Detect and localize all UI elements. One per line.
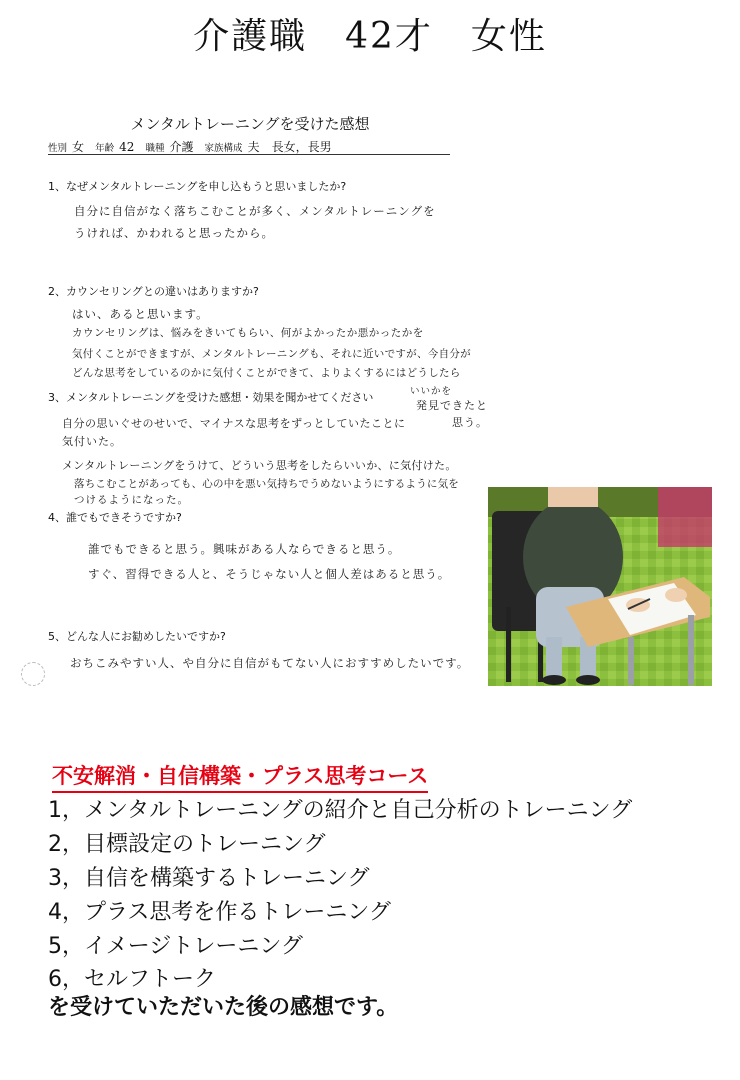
answer-2-line-3: 気付くことができますが、メンタルトレーニングも、それに近いですが、今自分が: [72, 348, 471, 360]
answer-1-line-1: 自分に自信がなく落ちこむことが多く、メンタルトレーニングを: [74, 204, 436, 218]
course-item-5: 5，イメージトレーニング: [48, 934, 303, 959]
question-4-label: 4、誰でもできそうですか?: [48, 511, 182, 524]
question-3-label: 3、メンタルトレーニングを受けた感想・効果を聞かせてください: [48, 391, 374, 404]
answer-4-line-2: すぐ、習得できる人と、そうじゃない人と個人差はあると思う。: [88, 567, 451, 581]
job-value: 介護: [169, 140, 194, 154]
answer-3-aside-2: 発見できたと: [416, 399, 488, 412]
question-1-label: 1、なぜメンタルトレーニングを申し込もうと思いましたか?: [48, 180, 347, 193]
respondent-info-row: [48, 138, 450, 155]
answer-3-aside-3: 思う。: [452, 416, 488, 429]
answer-5-line-1: おちこみやすい人、や自分に自信がもてない人におすすめしたいです。: [70, 656, 470, 670]
question-2-label: 2、カウンセリングとの違いはありますか?: [48, 285, 259, 298]
sex-label: 性別: [48, 143, 68, 154]
respondent-photo: [488, 487, 712, 686]
course-item-1: 1，メンタルトレーニングの紹介と自己分析のトレーニング: [48, 798, 633, 823]
course-item-2: 2，目標設定のトレーニング: [48, 832, 326, 857]
course-item-4: 4，プラス思考を作るトレーニング: [48, 900, 391, 925]
survey-title: メンタルトレーニングを受けた感想: [130, 115, 370, 133]
faint-circle-mark: [21, 662, 45, 686]
age-label: 年齢: [95, 143, 115, 154]
answer-3-aside-1: いいかを: [410, 386, 453, 397]
page-title: 介護職 42才 女性: [193, 16, 547, 57]
answer-2-line-1: はい、あると思います。: [72, 307, 209, 321]
answer-1-line-2: うければ、かわれると思ったから。: [74, 226, 274, 240]
answer-2-line-2: カウンセリングは、悩みをきいてもらい、何がよかったか悪かったかを: [72, 327, 424, 339]
answer-3-line-5: つけるようになった。: [74, 494, 189, 506]
answer-3-line-2: 気付いた。: [62, 435, 122, 448]
family-label: 家族構成: [204, 143, 243, 154]
course-item-6: 6，セルフトーク: [48, 967, 216, 992]
job-label: 職種: [145, 143, 165, 154]
answer-3-line-1: 自分の思いぐせのせいで、マイナスな思考をずっとしていたことに: [62, 417, 406, 430]
course-title: 不安解消・自信構築・プラス思考コース: [52, 760, 428, 793]
question-5-label: 5、どんな人にお勧めしたいですか?: [48, 630, 226, 643]
course-item-3: 3，自信を構築するトレーニング: [48, 866, 370, 891]
answer-2-line-4: どんな思考をしているのかに気付くことができて、よりよくするにはどうしたら: [72, 367, 461, 379]
answer-4-line-1: 誰でもできると思う。興味がある人ならできると思う。: [88, 542, 401, 556]
age-value: 42: [119, 140, 135, 154]
closing-text: を受けていただいた後の感想です。: [48, 995, 399, 1020]
family-value: 夫 長女，長男: [247, 140, 332, 154]
sex-value: 女: [72, 140, 85, 154]
answer-3-line-3: メンタルトレーニングをうけて、どういう思考をしたらいいか、に気付けた。: [62, 459, 457, 472]
answer-3-line-4: 落ちこむことがあっても、心の中を悪い気持ちでうめないようにするように気を: [74, 478, 459, 490]
